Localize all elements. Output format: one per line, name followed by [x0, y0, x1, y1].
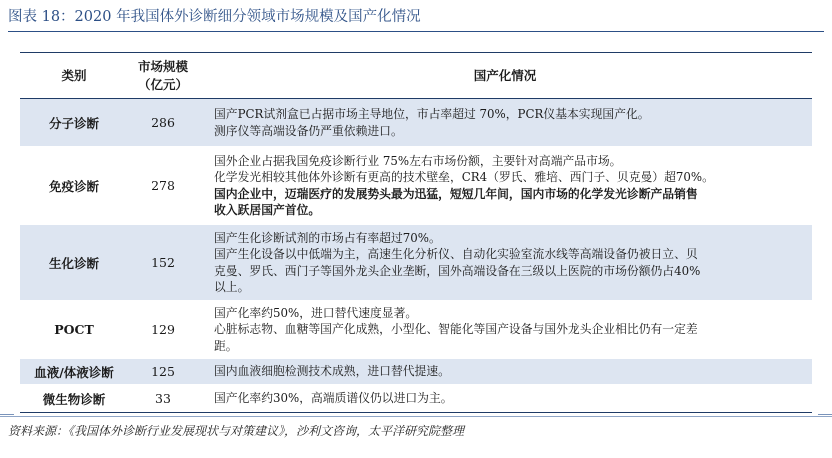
status-line: 以上。	[214, 279, 250, 294]
row-size: 129	[151, 322, 175, 337]
row-status	[198, 147, 812, 225]
status-line-bold: 国内企业中，迈瑞医疗的发展势头最为迅猛，短短几年间，国内市场的化学发光诊断产品销售	[214, 186, 698, 201]
footer-divider-left-tick	[0, 414, 14, 415]
table-row	[20, 385, 812, 413]
status-line: 国产生化诊断试剂的市场占有率超过70%。	[214, 230, 441, 245]
row-size: 286	[151, 115, 175, 130]
table-row	[20, 147, 812, 225]
row-size: 33	[128, 385, 198, 413]
header-size-line1: 市场规模	[137, 58, 188, 74]
row-status	[198, 225, 812, 301]
status-line: 国产化率约30%，高端质谱仪仍以进口为主。	[214, 391, 453, 406]
row-status	[198, 385, 812, 413]
row-status	[198, 99, 812, 147]
figure-title: 图表 18：2020 年我国体外诊断细分领域市场规模及国产化情况	[8, 6, 824, 32]
header-status: 国产化情况	[198, 53, 812, 99]
status-line: 距。	[214, 338, 238, 353]
header-size-line2: （亿元）	[137, 76, 188, 92]
status-line: 国内血液细胞检测技术成熟，进口替代提速。	[214, 364, 450, 379]
footer-divider	[0, 416, 832, 417]
footer-divider-right-tick	[818, 414, 832, 415]
table-row	[20, 301, 812, 359]
header-market-size	[128, 53, 198, 99]
market-table	[20, 52, 812, 413]
status-line: 测序仪等高端设备仍严重依赖进口。	[214, 123, 403, 138]
status-line-bold: 收入跃居国产首位。	[214, 202, 321, 217]
row-size: 278	[151, 178, 175, 193]
table-row	[20, 359, 812, 385]
table-header-row	[20, 53, 812, 99]
row-category: 分子诊断	[48, 115, 99, 131]
status-line: 国产生化设备以中低端为主，高速生化分析仪、自动化实验室流水线等高端设备仍被日立、贝	[214, 247, 698, 262]
row-status	[198, 301, 812, 359]
table-row	[20, 99, 812, 147]
status-line: 克曼、罗氏、西门子等国外龙头企业垄断，国外高端设备在三级以上医院的市场份额仍占40%	[214, 263, 701, 278]
header-category: 类别	[20, 53, 128, 99]
row-size: 125	[151, 364, 175, 379]
row-size: 152	[151, 255, 175, 270]
row-category: 微生物诊断	[20, 385, 128, 413]
row-category: POCT	[54, 322, 94, 337]
row-status	[198, 359, 812, 385]
status-line: 国外企业占据我国免疫诊断行业 75%左右市场份额，主要针对高端产品市场。	[214, 153, 622, 168]
row-category: 免疫诊断	[48, 178, 99, 194]
row-category: 血液/体液诊断	[34, 364, 114, 380]
status-line: 国产PCR试剂盒已占据市场主导地位，市占率超过 70%，PCR仪基本实现国产化。	[214, 107, 650, 122]
status-line: 国产化率约50%，进口替代速度显著。	[214, 306, 418, 321]
row-category: 生化诊断	[48, 255, 99, 271]
source-note: 资料来源：《我国体外诊断行业发展现状与对策建议》，沙利文咨询，太平洋研究院整理	[8, 424, 465, 438]
table-row	[20, 225, 812, 301]
status-line: 化学发光相较其他体外诊断有更高的技术壁垒，CR4（罗氏、雅培、西门子、贝克曼）超70%。	[214, 170, 714, 185]
status-line: 心脏标志物、血糖等国产化成熟，小型化、智能化等国产设备与国外龙头企业相比仍有一定差	[214, 322, 698, 337]
